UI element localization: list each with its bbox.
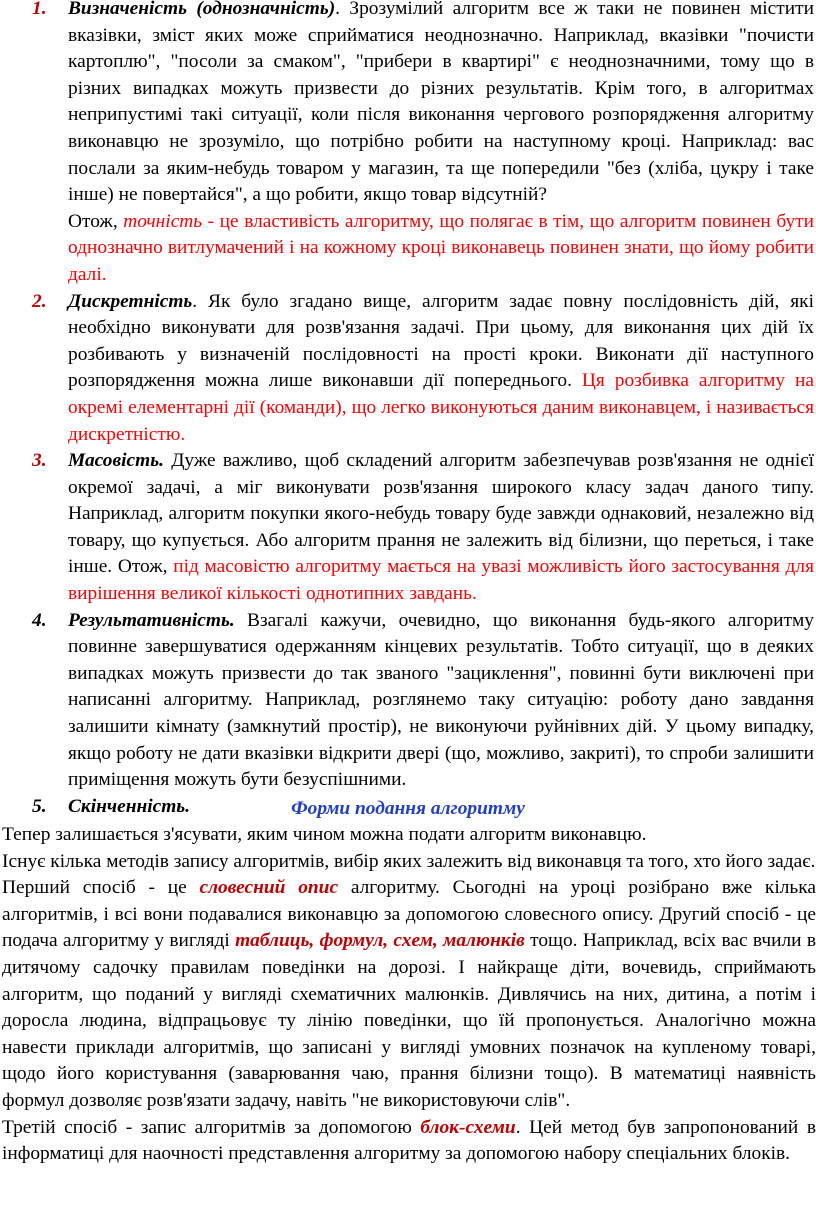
highlight-term: таблиць, формул, схем, малюнків — [235, 930, 525, 952]
paragraph — [2, 1115, 816, 1168]
item-term-punct: . — [192, 290, 198, 312]
highlight-term: блок-схеми — [420, 1116, 516, 1138]
paragraph-text: Третій спосіб - запис алгоритмів за допомогою — [2, 1116, 421, 1138]
item-definition: Ця розбивка алгоритму на окремі елементарні дії (команди), що легко виконуються даним виконавцем, і називається дискретністю. — [68, 370, 814, 445]
item-paragraph — [68, 608, 814, 794]
paragraph-text: тощо. Наприклад, всіх вас вчили в дитячому садочку правилам поведінки на дорозі. І найкраще діти, вочевидь, сприймають алгоритм, що поданий у вигляді схематичних малюнків. Дивлячись на них, дитина, а потім і доросла людина, відпрацьовує ту лінію поведінки, що їй пропонується. Аналогічно можна навести приклади алгоритмів, що записані у вигляді умовних позначок на купленому товарі, щодо його користування (заварювання чаю, прання білизни тощо). В математиці наявність формул дозволяє розв'язати задачу, навіть "не використовуючи слів". — [2, 930, 816, 1111]
item-paragraph — [68, 289, 814, 449]
item-number: 5. — [32, 795, 47, 817]
note-text: - це властивість алгоритму, що полягає в тім, що алгоритм повинен бути однозначно витлумачений і на кожному кроці виконавець повинен знати, що йому робити далі. — [68, 210, 815, 285]
item-term: Результативність. — [68, 609, 235, 631]
list-item — [0, 448, 816, 608]
item-number: 3. — [32, 450, 47, 472]
section-heading: Форми подання алгоритму — [291, 798, 525, 819]
item-definition: під масовістю алгоритму мається на увазі можливість його застосування для вирішення великої кількості однотипних завдань. — [68, 556, 815, 605]
item-paragraph — [68, 448, 814, 608]
item-note — [68, 209, 814, 289]
item-term-punct: . — [335, 0, 341, 19]
item-term: Дискретність — [68, 290, 193, 312]
paragraph — [2, 875, 816, 1114]
item-number: 2. — [32, 290, 47, 312]
list-item — [0, 0, 816, 289]
item-text: Дуже важливо, щоб складений алгоритм забезпечував розв'язання не однієї окремої задачі, а міг виконувати розв'язання широкого класу задач даного типу. Наприклад, алгоритм покупки якого-небудь товару буде завжди однаковий, незалежно від товару, що купується. Або алгоритм прання не залежить від білизни, що переться, і таке інше. Отож, — [68, 450, 814, 578]
list-item — [0, 289, 816, 449]
paragraph-text: Перший спосіб - це — [2, 877, 200, 899]
item-term: Визначеність (однозначність) — [68, 0, 336, 19]
paragraph: Тепер залишається з'ясувати, яким чином можна подати алгоритм виконавцю. — [2, 824, 647, 845]
item-number: 1. — [32, 0, 47, 19]
note-prefix: Отож, — [68, 210, 124, 232]
item-number: 4. — [32, 609, 47, 631]
highlight-term: словесний опис — [199, 877, 339, 899]
item-term: Масовість. — [68, 450, 164, 472]
list-item — [0, 608, 816, 794]
item-term: Скінченність. — [68, 795, 191, 817]
paragraph-text: алгоритму. Сьогодні на уроці розібрано вже кілька алгоритмів, і всі вони подавалися виконавцю за допомогою словесного опису. Другий спосіб - це подача алгоритму у вигляді — [2, 877, 816, 952]
note-term: точність — [123, 210, 203, 232]
paragraph-text: . Цей метод був запропонований в інформатиці для наочності представлення алгоритму за допомогою набору спеціальних блоків. — [2, 1116, 816, 1165]
item-text: Зрозумілий алгоритм все ж таки не повинен містити вказівки, зміст яких може сприйматися неоднозначно. Наприклад, вказівки "почисти картоплю", "посоли за смаком", "прибери в квартирі" є неоднозначними, тому що в різних випадках можуть призвести до різних результатів. Крім того, в алгоритмах неприпустимі такі ситуації, коли після виконання чергового розпорядження алгоритму виконавцю не зрозуміло, що потрібно робити на наступному кроці. Наприклад: вас послали за яким-небудь товаром у магазин, та ще попередили "без (хліба, цукру і таке інше) не повертайся", а що робити, якщо товар відсутній? — [68, 0, 814, 206]
item-text: Як було згадано вище, алгоритм задає повну послідовність дій, які необхідно виконувати для розв'язання задачі. При цьому, для виконання цих дій їх розбивають у визначеній послідовності на прості кроки. Виконати дії наступного розпорядження можна лише виконавши дії попереднього. — [68, 290, 814, 392]
item-text: Взагалі кажучи, очевидно, що виконання будь-якого алгоритму повинне завершуватися одержанням кінцевих результатів. Тобто ситуації, що в деяких випадках можуть призвести до так званого "зациклення", повинні бути виключені при написанні алгоритму. Наприклад, розглянемо таку ситуацію: роботу дано завдання залишити кімнату (замкнутий простір), не виконуючи руйнівних дій. У цьому випадку, якщо роботу не дати вказівки відкрити двері (що, можливо, закриті), то спроби залишити приміщення можуть бути безуспішними. — [68, 609, 814, 791]
item-paragraph — [68, 0, 814, 209]
section-body — [0, 822, 816, 1168]
paragraph: Існує кілька методів запису алгоритмів, вибір яких залежить від виконавця та того, хто його задає. — [2, 850, 816, 872]
